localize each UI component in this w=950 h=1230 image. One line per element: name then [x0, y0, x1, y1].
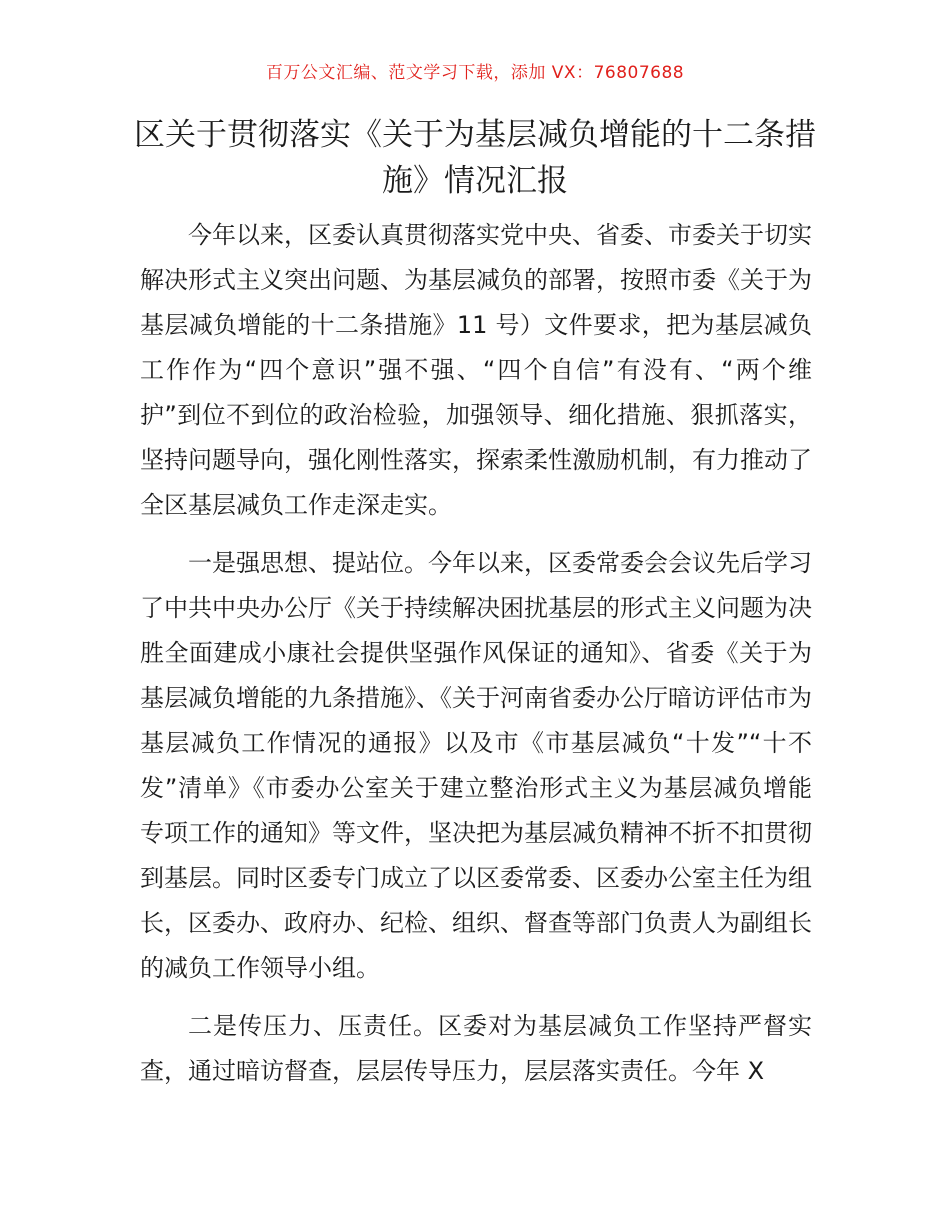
document-body — [140, 213, 812, 1094]
paragraph-point-two: 二是传压力、压责任。区委对为基层减负工作坚持严督实查，通过暗访督查，层层传导压力，层层落实责任。今年 X — [140, 1012, 812, 1085]
document-title: 区关于贯彻落实《关于为基层减负增能的十二条措施》情况汇报 — [134, 117, 816, 199]
paragraph-intro: 今年以来，区委认真贯彻落实党中央、省委、市委关于切实解决形式主义突出问题、为基层减负的部署，按照市委《关于为基层减负增能的十二条措施》11 号）文件要求，把为基层减负工作作为“四个意识”强不强、“四个自信”有没有、“两个维护”到位不到位的政治检验，加强领导、细化措施、狠抓落实，坚持问题导向，强化刚性落实，探索柔性激励机制，有力推动了全区基层减负工作走深走实。 — [140, 221, 812, 519]
header-promo-note: 百万公文汇编、范文学习下载，添加 VX：76807688 — [265, 63, 685, 83]
paragraph-point-one: 一是强思想、提站位。今年以来，区委常委会会议先后学习了中共中央办公厅《关于持续解决困扰基层的形式主义问题为决胜全面建成小康社会提供坚强作风保证的通知》、省委《关于为基层减负增能的九条措施》、《关于河南省委办公厅暗访评估市为基层减负工作情况的通报》以及市《市基层减负“十发”“十不发”清单》《市委办公室关于建立整治形式主义为基层减负增能专项工作的通知》等文件，坚决把为基层减负精神不折不扣贯彻到基层。同时区委专门成立了以区委常委、区委办公室主任为组长，区委办、政府办、纪检、组织、督查等部门负责人为副组长的减负工作领导小组。 — [140, 549, 812, 982]
